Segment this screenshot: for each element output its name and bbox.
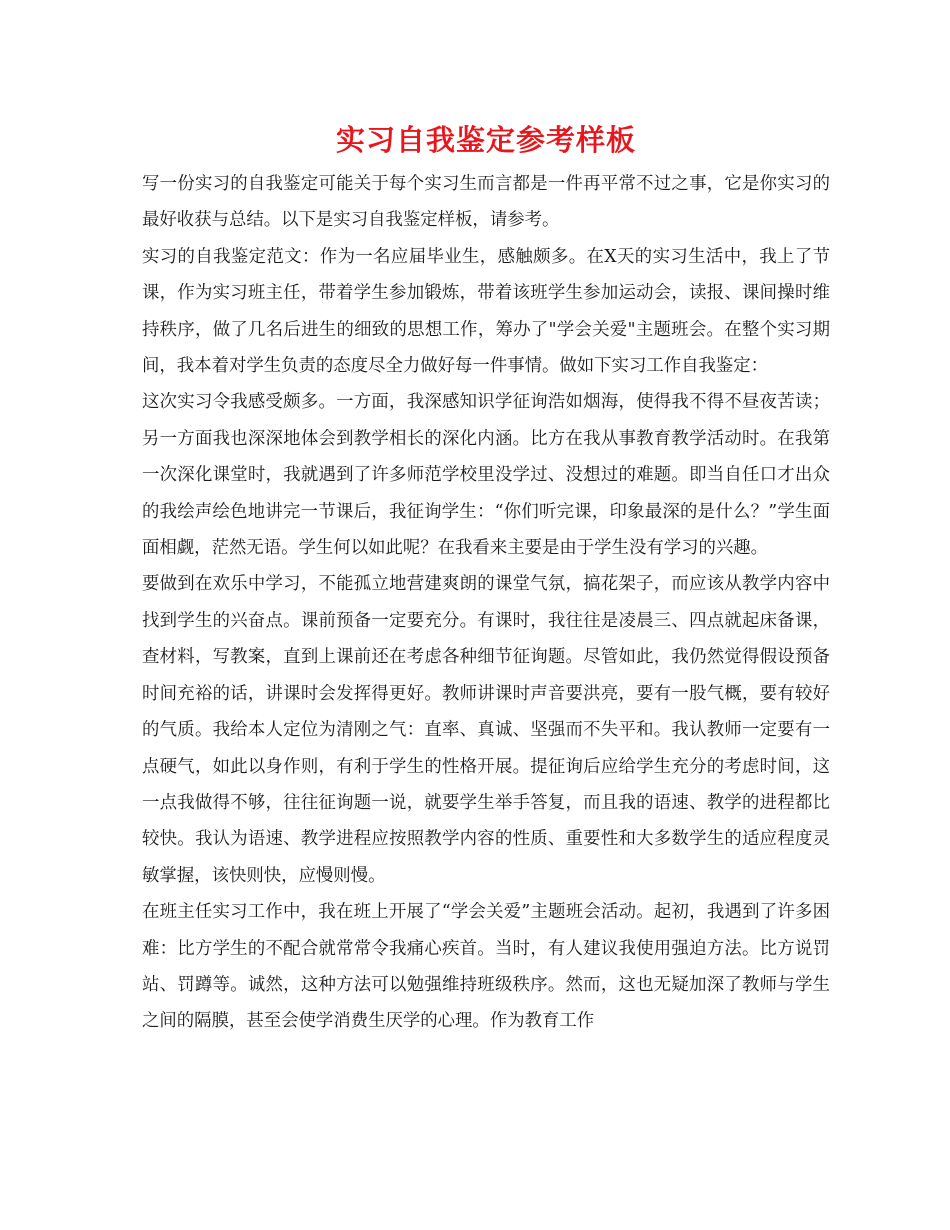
document-page bbox=[142, 118, 830, 1040]
paragraph-intro: 写一份实习的自我鉴定可能关于每个实习生而言都是一件再平常不过之事，它是你实习的最好收获与总结。以下是实习自我鉴定样板，请参考。 bbox=[142, 174, 830, 231]
paragraph-teaching-experience: 这次实习令我感受颇多。一方面，我深感知识学征询浩如烟海，使得我不得不昼夜苦读；另一方面我也深深地体会到教学相长的深化内涵。比方在我从事教育教学活动时。在我第一次深化课堂时，我就遇到了许多师范学校里没学过、没想过的难题。即当自任口才出众的我绘声绘色地讲完一节课后，我征询学生：“你们听完课，印象最深的是什么？”学生面面相觑，茫然无语。学生何以如此呢？在我看来主要是由于学生没有学习的兴趣。 bbox=[142, 392, 830, 559]
paragraph-classroom-method: 要做到在欢乐中学习，不能孤立地营建爽朗的课堂气氛，搞花架子，而应该从教学内容中找到学生的兴奋点。课前预备一定要充分。有课时，我往往是凌晨三、四点就起床备课，查材料，写教案，直到上课前还在考虑各种细节征询题。尽管如此，我仍然觉得假设预备时间充裕的话，讲课时会发挥得更好。教师讲课时声音要洪亮，要有一股气概，要有较好的气质。我给本人定位为清刚之气：直率、真诚、坚强而不失平和。我认教师一定要有一点硬气，如此以身作则，有利于学生的性格开展。提征询后应给学生充分的考虑时间，这一点我做得不够，往往征询题一说，就要学生举手答复，而且我的语速、教学的进程都比较快。我认为语速、教学进程应按照教学内容的性质、重要性和大多数学生的适应程度灵敏掌握，该快则快，应慢则慢。 bbox=[142, 574, 830, 886]
document-title: 实习自我鉴定参考样板 bbox=[335, 123, 636, 157]
paragraph-sample-essay: 实习的自我鉴定范文：作为一名应届毕业生，感触颇多。在X天的实习生活中，我上了节课，作为实习班主任，带着学生参加锻炼，带着该班学生参加运动会，读报、课间操时维持秩序，做了几名后进生的细致的思想工作，筹办了"学会关爱"主题班会。在整个实习期间，我本着对学生负责的态度尽全力做好每一件事情。做如下实习工作自我鉴定： bbox=[142, 246, 830, 377]
paragraph-class-teacher-work: 在班主任实习工作中，我在班上开展了“学会关爱”主题班会活动。起初，我遇到了许多困难：比方学生的不配合就常常令我痛心疾首。当时，有人建议我使用强迫方法。比方说罚站、罚蹲等。诚然，这种方法可以勉强维持班级秩序。然而，这也无疑加深了教师与学生之间的隔膜，甚至会使学消费生厌学的心理。作为教育工作 bbox=[142, 902, 830, 1032]
document-body bbox=[142, 166, 830, 1040]
